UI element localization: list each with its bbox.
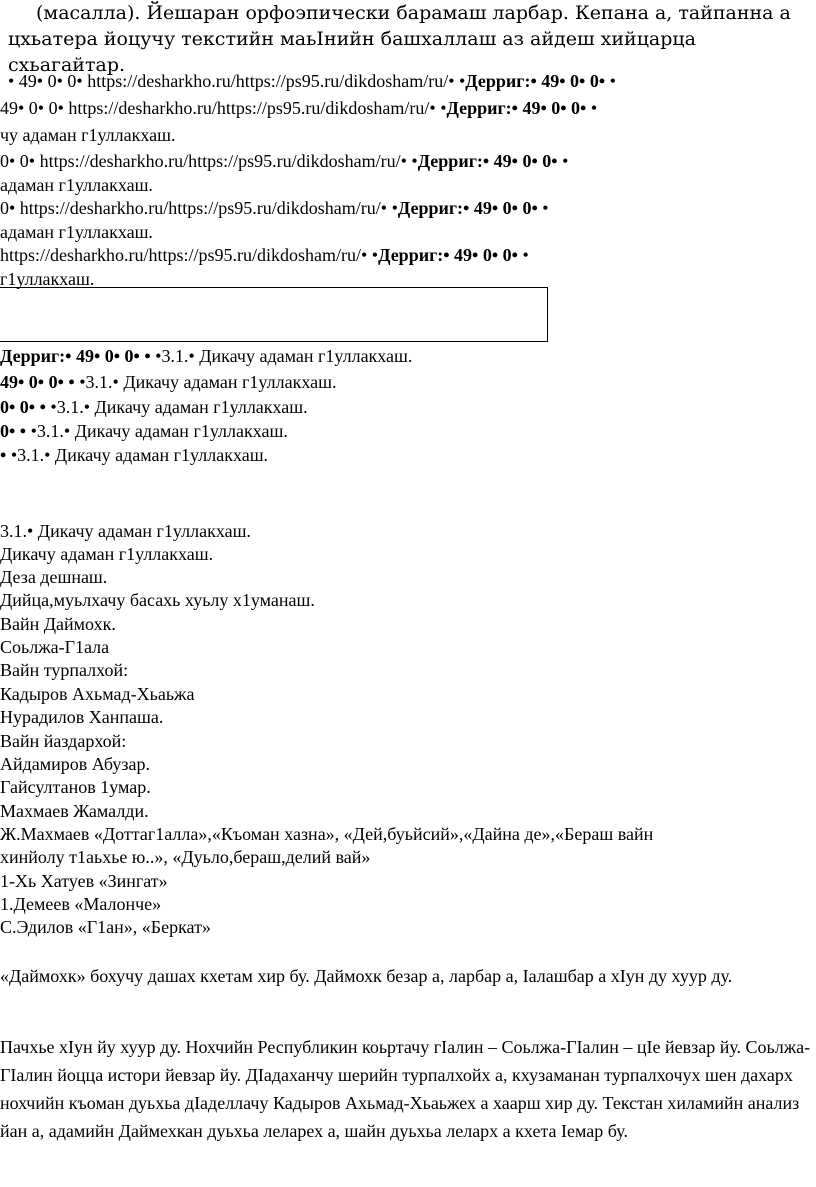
cascade-line: 0• 0• https://desharkho.ru/https://ps95.ru/dikdosham/ru/• •Дерриг:• 49• 0• 0• •	[0, 151, 569, 171]
list-item: Вайн Даймохк.	[0, 614, 116, 634]
list-item: Ж.Махмаев «Доттаг1алла»,«Къоман хазна», «Дей,буьйсий»,«Дайна де»,«Бераш вайн	[0, 824, 654, 844]
cascade2-line: Дерриг:• 49• 0• 0• • •3.1.• Дикачу адаман г1уллакхаш.	[0, 346, 413, 366]
list-item: Соьлжа-Г1ала	[0, 637, 110, 657]
list-item: 3.1.• Дикачу адаман г1уллакхаш.	[0, 521, 251, 541]
intro-paragraph	[8, 0, 808, 78]
cascade-line: адаман г1уллакхаш.	[0, 175, 153, 195]
cascade-line: https://desharkho.ru/https://ps95.ru/dikdosham/ru/• •Дерриг:• 49• 0• 0• •	[0, 245, 529, 265]
list-item: хинйолу т1аьхье ю..», «Дуьло,бераш,делий вай»	[0, 847, 371, 867]
cascade2-line: 0• 0• • •3.1.• Дикачу адаман г1уллакхаш.	[0, 397, 308, 417]
list-item: Вайн йаздархой:	[0, 731, 127, 751]
intro-line-1: (масалла). Йешаран орфоэпически барамаш ларбар. Кепана а, тайпанна а	[36, 2, 791, 24]
list-item: Нурадилов Ханпаша.	[0, 707, 164, 727]
cascade-line: чу адаман г1уллакхаш.	[0, 125, 176, 145]
list-item: Кадыров Ахьмад-Хьаьжа	[0, 684, 195, 704]
list-item: Айдамиров Абузар.	[0, 754, 150, 774]
cascade-line: • 49• 0• 0• https://desharkho.ru/https://ps95.ru/dikdosham/ru/• •Дерриг:• 49• 0• 0• •	[8, 71, 616, 91]
paragraph-daimokh: «Даймохк» бохучу дашах кхетам хир бу. Даймохк безар а, ларбар а, Iалашбар а хIун ду хуур ду.	[0, 966, 733, 986]
list-item: 1.Демеев «Малонче»	[0, 894, 162, 914]
cascade-line: адаман г1уллакхаш.	[0, 222, 153, 242]
empty-frame	[0, 287, 548, 342]
paragraph-pachkhe: Пачхье хIун йу хуур ду. Нохчийн Республикин коьртачу гIалин – Соьлжа-ГIалин – цIе йевзар йу. Соьлжа-ГIалин йоцца истори йевзар йу. ДIадаханчу шерийн турпалхойх а, кхузаманан турпалхочух шен дахарх нохчийн къоман дуьхьа дIаделлачу Кадыров Ахьмад-Хьаьжех а хаарш хир ду. Текстан хиламийн анализ йан а, адамийн Даймехкан дуьхьа леларех а, шайн дуьхьа леларх а кхета Iемар бу.	[0, 1037, 811, 1141]
cascade2-line: 49• 0• 0• • •3.1.• Дикачу адаман г1уллакхаш.	[0, 372, 337, 392]
cascade2-line: 0• • •3.1.• Дикачу адаман г1уллакхаш.	[0, 421, 288, 441]
cascade-line: 49• 0• 0• https://desharkho.ru/https://ps95.ru/dikdosham/ru/• •Дерриг:• 49• 0• 0• •	[0, 98, 598, 118]
list-item: Гайсултанов 1умар.	[0, 777, 151, 797]
cascade2-line: • •3.1.• Дикачу адаман г1уллакхаш.	[0, 445, 269, 465]
list-item: Дикачу адаман г1уллакхаш.	[0, 544, 214, 564]
list-item: Махмаев Жамалди.	[0, 801, 149, 821]
cascade-line: 0• https://desharkho.ru/https://ps95.ru/dikdosham/ru/• •Дерриг:• 49• 0• 0• •	[0, 198, 549, 218]
list-item: 1-Хь Хатуев «Зингат»	[0, 871, 168, 891]
cascade-line: г1уллакхаш.	[0, 269, 95, 289]
list-item: Дийца,муьлхачу басахь хуьлу х1уманаш.	[0, 590, 315, 610]
list-item: Вайн турпалхой:	[0, 660, 129, 680]
intro-line-2: цхьатера йоцучу текстийн маьӀнийн башхаллаш аз айдеш хийцарца	[8, 28, 696, 50]
list-item: С.Эдилов «Г1ан», «Беркат»	[0, 917, 211, 937]
list-item: Деза дешнаш.	[0, 567, 108, 587]
intro-line-3: схьагайтар.	[8, 54, 126, 76]
